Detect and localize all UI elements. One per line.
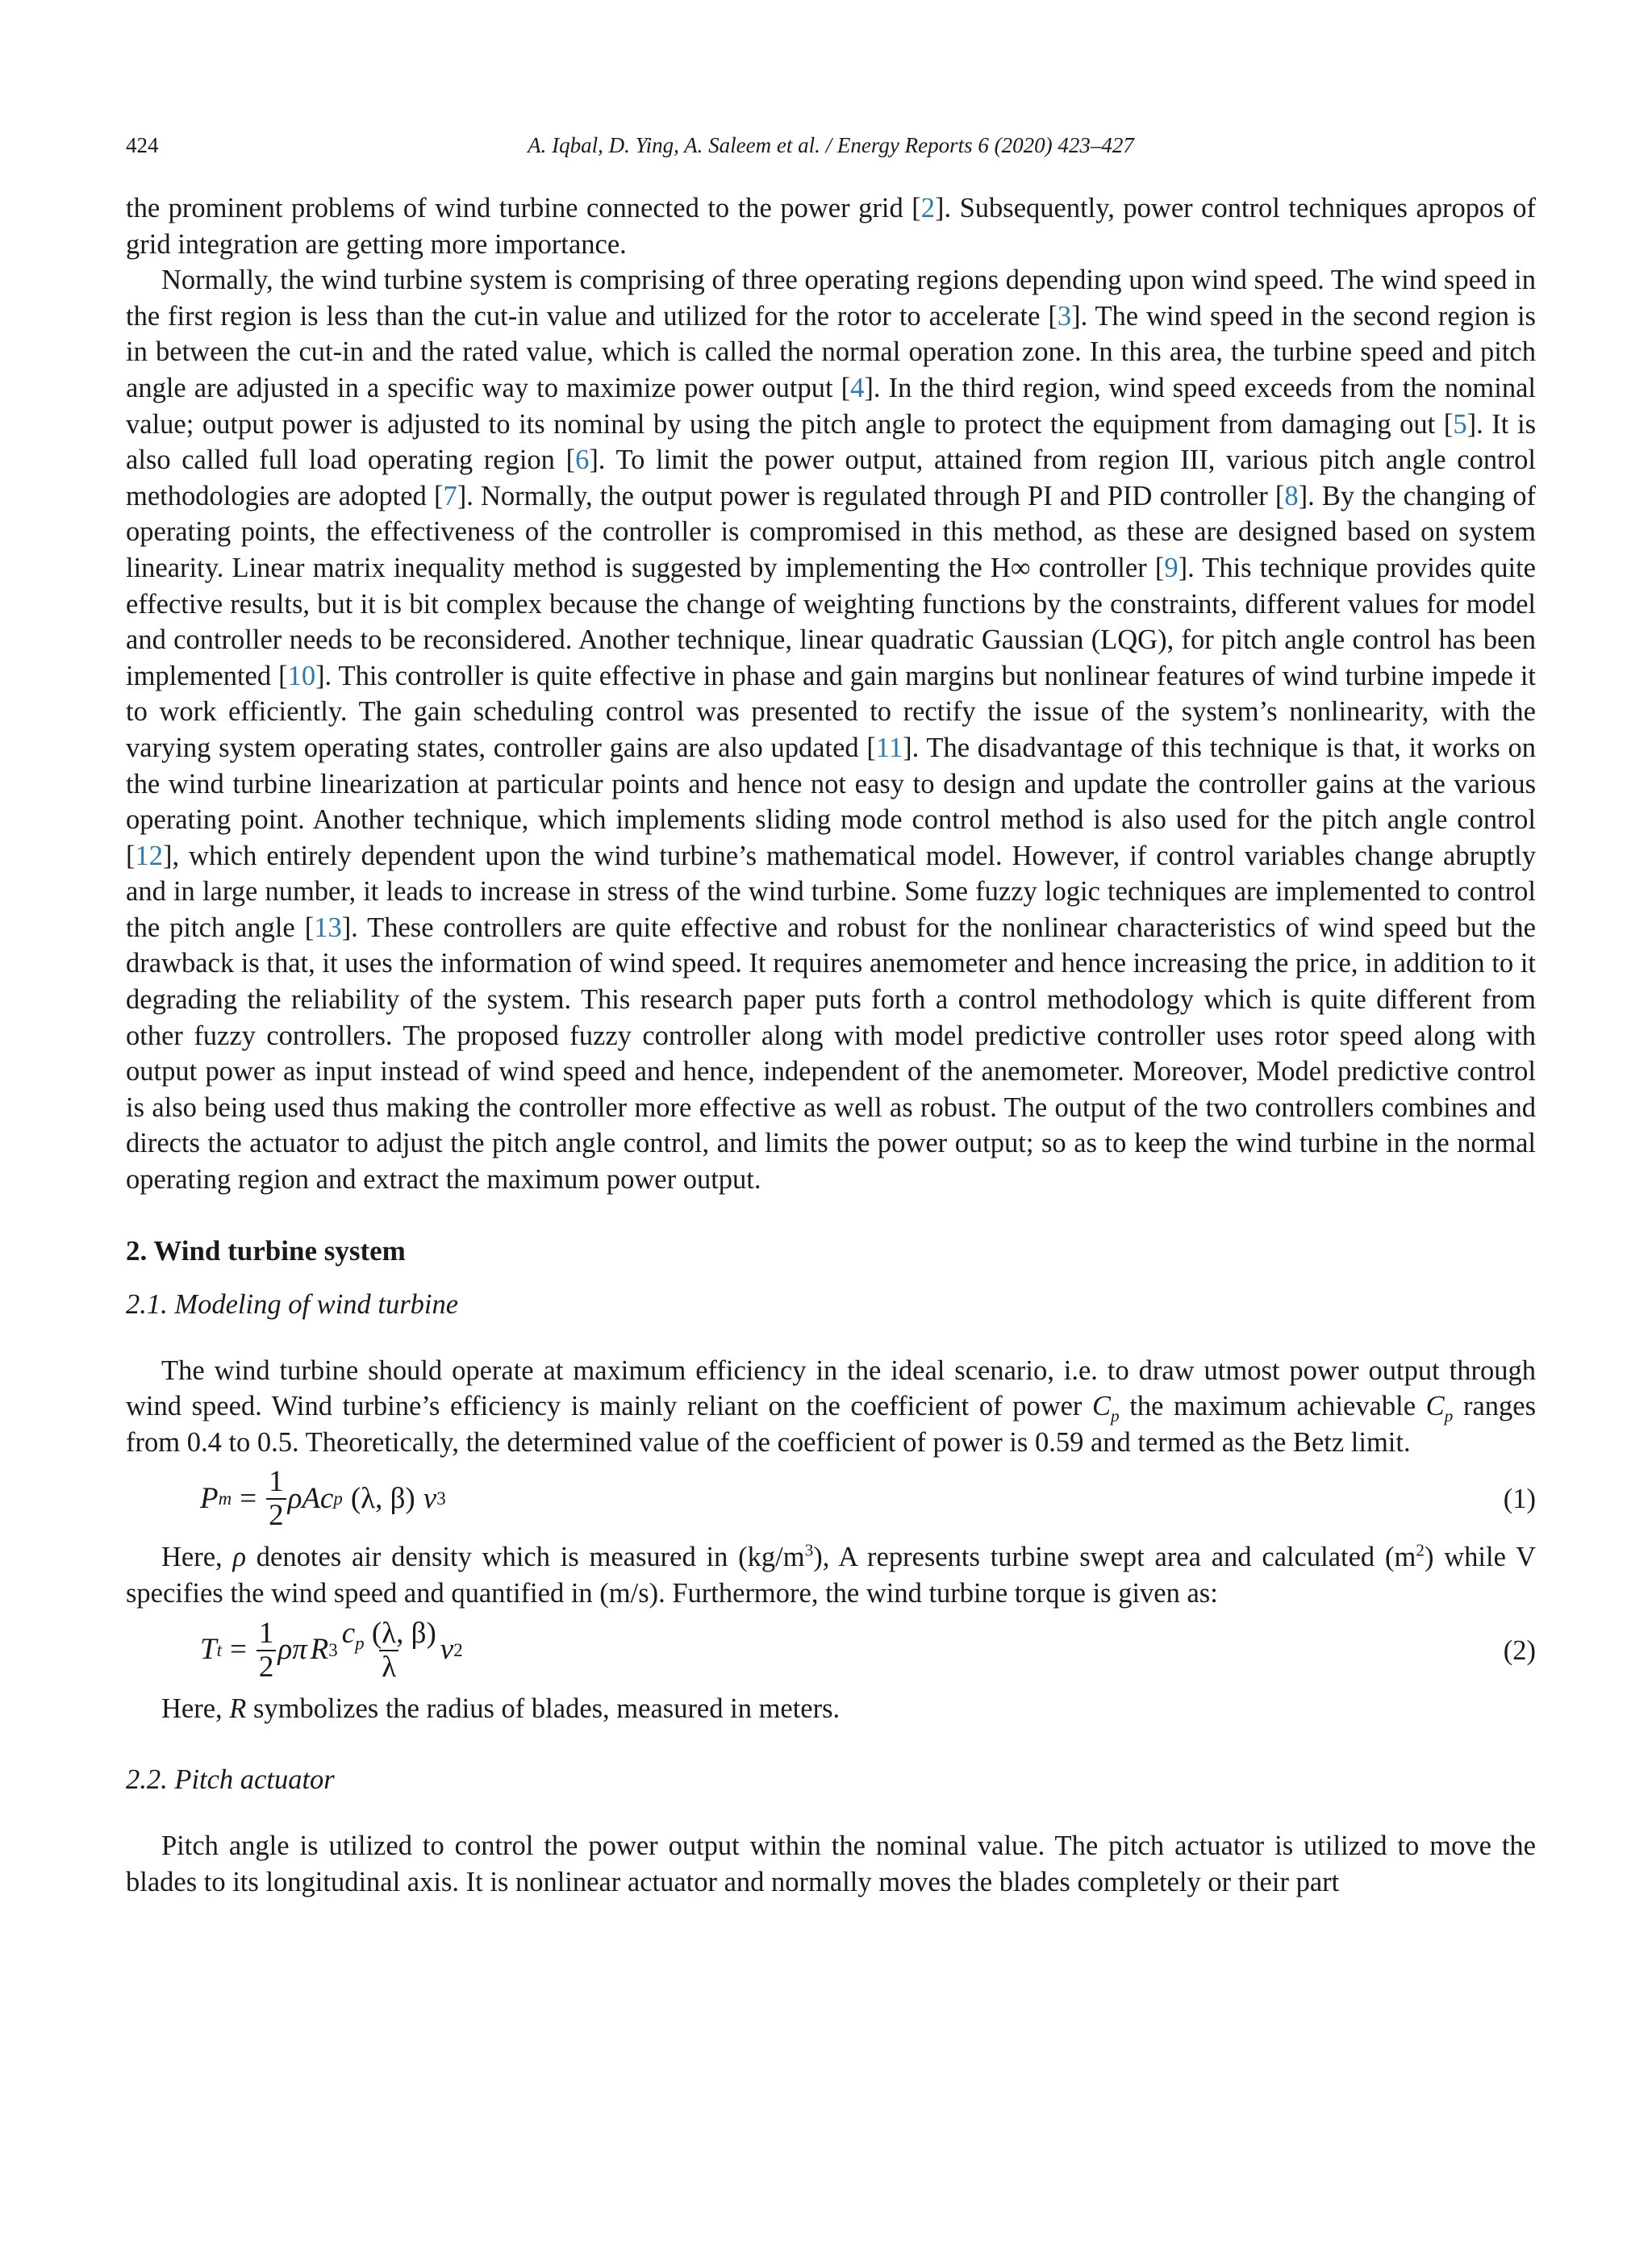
article-body — [126, 190, 1536, 1900]
equation-expression: T t = $\frac{1}{2}$ ρπ R 3 $\frac{c_p (\lambda, \beta)}{\lambda}$ v 2 — [200, 1616, 463, 1684]
intro-paragraph-2: Normally, the wind turbine system is comprising of three operating regions depending upon wind speed. The wind speed in the first region is less than the cut-in value and utilized for the rotor to accelerate [3]. The wind speed in the second region is in between the cut-in and the rated value, which is called the normal operation zone. In this area, the turbine speed and pitch angle are adjusted in a specific way to maximize power output [4]. In the third region, wind speed exceeds from the nominal value; output power is adjusted to its nominal by using the pitch angle to protect the equipment from damaging out [5]. It is also called full load operating region [6]. To limit the power output, attained from region III, various pitch angle control methodologies are adopted [7]. Normally, the output power is regulated through PI and PID controller [8]. By the changing of operating points, the effectiveness of the controller is compromised in this method, as these are designed based on system linearity. Linear matrix inequality method is suggested by implementing the H∞ controller [9]. This technique provides quite effective results, but it is bit complex because the change of weighting functions by the constraints, different values for model and controller needs to be reconsidered. Another technique, linear quadratic Gaussian (LQG), for pitch angle control has been implemented [10]. This controller is quite effective in phase and gain margins but nonlinear features of wind turbine impede it to work efficiently. The gain scheduling control was presented to rectify the issue of the system’s nonlinearity, with the varying system operating states, controller gains are also updated [11]. The disadvantage of this technique is that, it works on the wind turbine linearization at particular points and hence not easy to design and update the controller gains at the various operating point. Another technique, which implements sliding mode control method is also used for the pitch angle control [12], which entirely dependent upon the wind turbine’s mathematical model. However, if control variables change abruptly and in large number, it leads to increase in stress of the wind turbine. Some fuzzy logic techniques are implemented to control the pitch angle [13]. These controllers are quite effective and robust for the nonlinear characteristics of wind speed but the drawback is that, it uses the information of wind speed. It requires anemometer and hence increasing the price, in addition to it degrading the reliability of the system. This research paper puts forth a control methodology which is quite different from other fuzzy controllers. The proposed fuzzy controller along with model predictive controller uses rotor speed along with output power as input instead of wind speed and hence, independent of the anemometer. Moreover, Model predictive control is also being used thus making the controller more effective as well as robust. The output of the two controllers combines and directs the actuator to adjust the pitch angle control, and limits the power output; so as to keep the wind turbine in the normal operating region and extract the maximum power output. — [126, 265, 1536, 1196]
citation-link[interactable]: 12 — [135, 840, 163, 871]
subsection-heading: 2.2. Pitch actuator — [126, 1764, 335, 1796]
fraction: $\frac{1}{2}$ — [257, 1617, 277, 1684]
page-number: 424 — [126, 133, 159, 157]
fraction: $\frac{c_p (\lambda, \beta)}{\lambda}$ — [341, 1616, 436, 1684]
equation-expression: P m = $\frac{1}{2}$ ρAc p (λ, β) v 3 — [200, 1465, 446, 1533]
journal-reference: A. Iqbal, D. Ying, A. Saleem et al. / Energy Reports 6 (2020) 423–427 — [528, 133, 1134, 157]
paragraph: Here, R symbolizes the radius of blades, measured in meters. — [161, 1693, 841, 1724]
fraction: $\frac{1}{2}$ — [266, 1466, 286, 1532]
citation-link[interactable]: 11 — [875, 732, 903, 763]
citation-link[interactable]: 13 — [314, 912, 342, 943]
citation-link[interactable]: 10 — [287, 660, 316, 691]
equation-1 — [126, 1463, 1536, 1534]
intro-paragraph-1: the prominent problems of wind turbine connected to the power grid [2]. Subsequently, power control techniques apropos of grid integration are getting more importance. — [126, 193, 1536, 260]
citation-link[interactable]: 7 — [443, 480, 457, 511]
citation-link[interactable]: 9 — [1164, 552, 1179, 583]
paragraph: The wind turbine should operate at maximum efficiency in the ideal scenario, i.e. to draw utmost power output through wind speed. Wind turbine’s efficiency is mainly reliant on the coefficient of power $C_p$ the maximum achievable $C_p$ ranges from 0.4 to 0.5. Theoretically, the determined value of the coefficient of power is 0.59 and termed as the Betz limit. — [126, 1354, 1536, 1458]
section-heading: 2. Wind turbine system — [126, 1234, 406, 1267]
citation-link[interactable]: 3 — [1057, 300, 1072, 332]
equation-2 — [126, 1615, 1536, 1686]
citation-link[interactable]: 8 — [1284, 480, 1299, 511]
running-head — [126, 129, 1536, 161]
subsection-heading: 2.1. Modeling of wind turbine — [126, 1288, 459, 1320]
equation-number: (1) — [1503, 1484, 1536, 1515]
citation-link[interactable]: 4 — [850, 372, 865, 403]
equation-number: (2) — [1503, 1634, 1536, 1666]
citation-link[interactable]: 2 — [920, 193, 935, 223]
citation-link[interactable]: 6 — [575, 445, 590, 476]
paragraph: Here, ρ denotes air density which is measured in $(kg/m^3)$, A represents turbine swept area and calculated $(m^2)$ while V specifies the wind speed and quantified in (m/s). Furthermore, the wind turbine torque is given as: — [126, 1540, 1536, 1609]
citation-link[interactable]: 5 — [1453, 408, 1467, 440]
paragraph: Pitch angle is utilized to control the power output within the nominal value. The pitch actuator is utilized to move the blades to its longitudinal axis. It is nonlinear actuator and normally moves the blades completely or their part — [126, 1830, 1536, 1897]
